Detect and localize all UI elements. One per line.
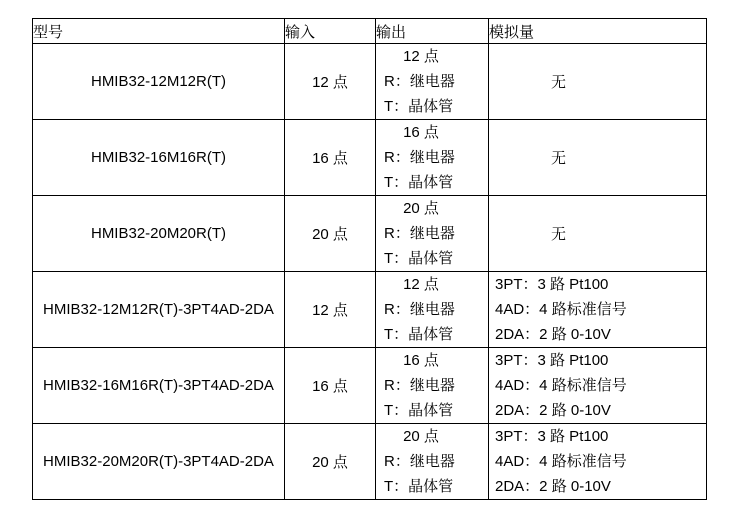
analog-cell — [489, 424, 707, 500]
output-cell — [376, 44, 489, 120]
analog-da: 2DA：2 路 0-10V — [495, 402, 611, 419]
analog-pt: 3PT：3 路 Pt100 — [495, 352, 609, 369]
output-relay: R：继电器 — [384, 377, 455, 394]
analog-pt: 3PT：3 路 Pt100 — [495, 276, 609, 293]
input-cell: 20 点 — [285, 196, 376, 272]
header-output: 输出 — [376, 19, 489, 44]
table-row — [33, 44, 707, 120]
header-model: 型号 — [33, 19, 285, 44]
output-relay: R：继电器 — [384, 225, 455, 242]
analog-none: 无 — [551, 150, 567, 167]
table-row — [33, 424, 707, 500]
output-points: 12 点 — [403, 48, 439, 65]
output-transistor: T：晶体管 — [384, 326, 454, 343]
analog-pt: 3PT：3 路 Pt100 — [495, 428, 609, 445]
table-row — [33, 196, 707, 272]
analog-cell — [489, 348, 707, 424]
model-cell: HMIB32-16M16R(T) — [33, 120, 285, 196]
input-cell: 12 点 — [285, 44, 376, 120]
output-cell — [376, 120, 489, 196]
table-row — [33, 120, 707, 196]
output-relay: R：继电器 — [384, 73, 455, 90]
analog-ad: 4AD：4 路标准信号 — [495, 301, 627, 318]
output-relay: R：继电器 — [384, 301, 455, 318]
product-spec-table — [32, 18, 707, 500]
table-header-row — [33, 19, 707, 44]
input-cell: 12 点 — [285, 272, 376, 348]
output-relay: R：继电器 — [384, 453, 455, 470]
analog-da: 2DA：2 路 0-10V — [495, 478, 611, 495]
model-cell: HMIB32-12M12R(T) — [33, 44, 285, 120]
output-cell — [376, 196, 489, 272]
output-transistor: T：晶体管 — [384, 98, 454, 115]
analog-cell — [489, 196, 707, 272]
output-cell — [376, 348, 489, 424]
output-points: 20 点 — [403, 428, 439, 445]
analog-ad: 4AD：4 路标准信号 — [495, 377, 627, 394]
output-transistor: T：晶体管 — [384, 478, 454, 495]
header-analog: 模拟量 — [489, 19, 707, 44]
output-points: 20 点 — [403, 200, 439, 217]
output-relay: R：继电器 — [384, 149, 455, 166]
analog-none: 无 — [551, 74, 567, 91]
analog-ad: 4AD：4 路标准信号 — [495, 453, 627, 470]
output-points: 16 点 — [403, 352, 439, 369]
header-input: 输入 — [285, 19, 376, 44]
output-cell — [376, 424, 489, 500]
analog-cell — [489, 44, 707, 120]
input-cell: 16 点 — [285, 348, 376, 424]
output-transistor: T：晶体管 — [384, 174, 454, 191]
analog-cell — [489, 272, 707, 348]
model-cell: HMIB32-20M20R(T)-3PT4AD-2DA — [33, 424, 285, 500]
output-points: 12 点 — [403, 276, 439, 293]
model-cell: HMIB32-20M20R(T) — [33, 196, 285, 272]
analog-none: 无 — [551, 226, 567, 243]
model-cell: HMIB32-12M12R(T)-3PT4AD-2DA — [33, 272, 285, 348]
analog-da: 2DA：2 路 0-10V — [495, 326, 611, 343]
model-cell: HMIB32-16M16R(T)-3PT4AD-2DA — [33, 348, 285, 424]
input-cell: 20 点 — [285, 424, 376, 500]
output-transistor: T：晶体管 — [384, 402, 454, 419]
output-cell — [376, 272, 489, 348]
output-points: 16 点 — [403, 124, 439, 141]
table-row — [33, 348, 707, 424]
table-row — [33, 272, 707, 348]
input-cell: 16 点 — [285, 120, 376, 196]
output-transistor: T：晶体管 — [384, 250, 454, 267]
analog-cell — [489, 120, 707, 196]
